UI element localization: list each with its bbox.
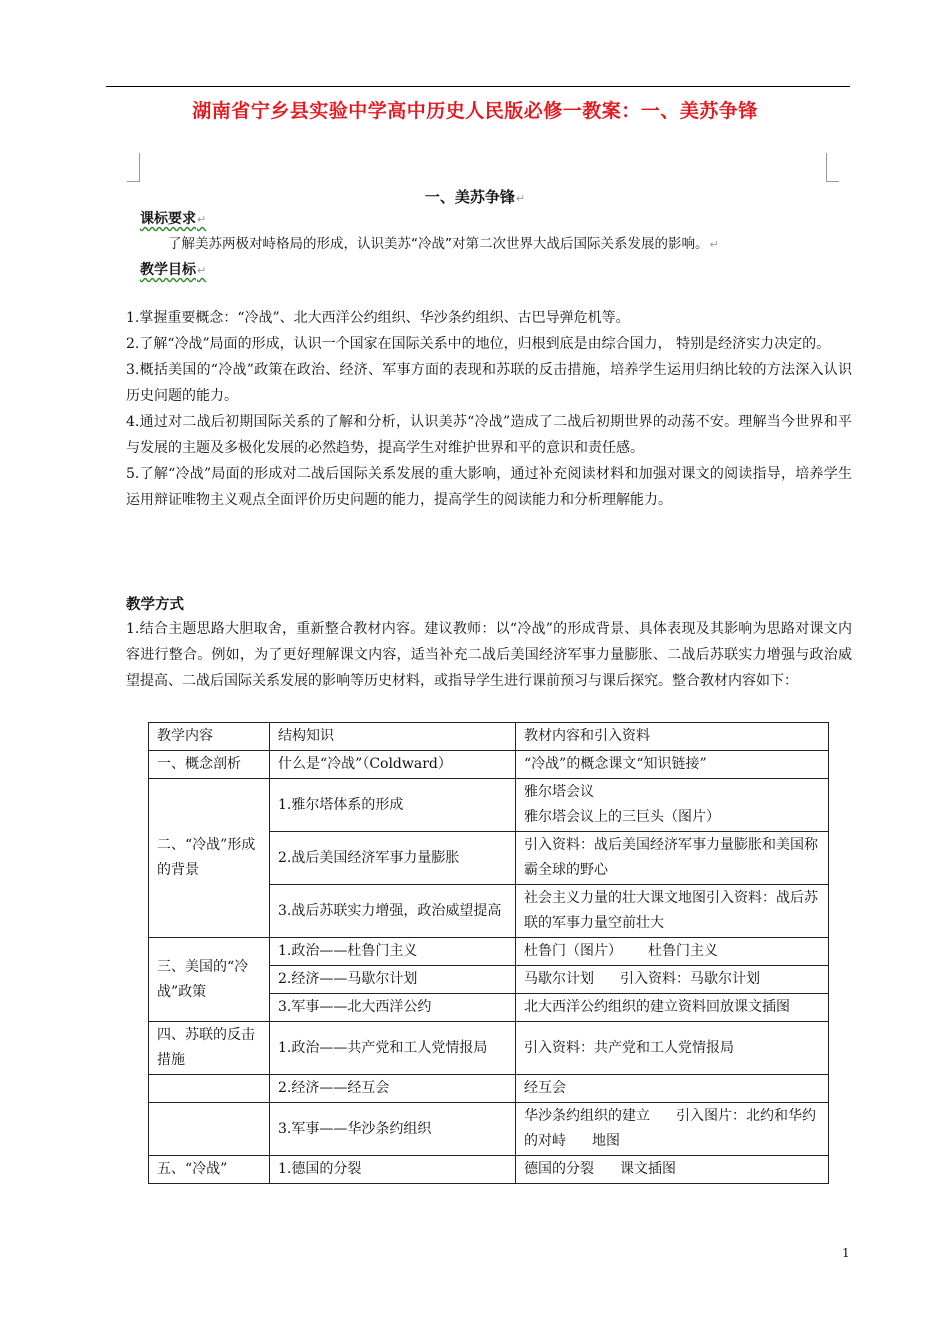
heading-fangshi: 教学方式 [126,596,184,613]
table-cell-materials: 社会主义力量的壮大课文地图引入资料：战后苏联的军事力量空前壮大 [516,885,829,938]
table-cell-knowledge: 2.战后美国经济军事力量膨胀 [270,832,516,885]
materials-part: 杜鲁门（图片） [524,943,622,959]
page-number: 1 [842,1246,850,1260]
table-cell-knowledge: 3.军事——北大西洋公约 [270,994,516,1022]
materials-line: 雅尔塔会议 [524,784,594,800]
table-header-cell: 教材内容和引入资料 [516,723,829,751]
table-row [149,779,829,832]
heading-kebiao [140,208,206,228]
table-cell-materials [516,779,829,832]
paragraph-mark-icon: ↵ [709,238,719,251]
materials-part: 引入资料：马歇尔计划 [620,971,760,987]
table-cell-section: 三、美国的“冷战”政策 [149,938,270,1022]
table-cell-materials [516,938,829,966]
table-cell-section: 一、概念剖析 [149,751,270,779]
table-row [149,938,829,966]
section-title [0,186,950,207]
table-cell-knowledge: 1.政治——杜鲁门主义 [270,938,516,966]
table-cell-section [149,1103,270,1156]
table-cell-materials [516,966,829,994]
table-row [149,1022,829,1075]
table-header-row [149,723,829,751]
materials-part: 地图 [592,1133,620,1149]
table-cell-knowledge: 3.军事——华沙条约组织 [270,1103,516,1156]
materials-part: 杜鲁门主义 [648,943,718,959]
heading-mubiao [140,259,206,279]
table-cell-knowledge: 1.政治——共产党和工人党情报局 [270,1022,516,1075]
goal-item: 3.概括美国的“冷战”政策在政治、经济、军事方面的表现和苏联的反击措施，培养学生运用归纳比较的方法深入认识历史问题的能力。 [126,362,852,404]
table-cell-knowledge: 1.雅尔塔体系的形成 [270,779,516,832]
table-cell-knowledge: 3.战后苏联实力增强，政治威望提高 [270,885,516,938]
table-cell-knowledge: 2.经济——马歇尔计划 [270,966,516,994]
goals-list [126,305,852,513]
table-header-cell: 结构知识 [270,723,516,751]
header-rule [106,86,850,87]
table-cell-section [149,1075,270,1103]
table-cell-section: 四、苏联的反击措施 [149,1022,270,1075]
document-title: 湖南省宁乡县实验中学高中历史人民版必修一教案：一、美苏争锋 [192,100,758,122]
table-cell-section: 五、“冷战” [149,1156,270,1184]
table-cell-section: 二、“冷战”形成的背景 [149,779,270,938]
section-title-text: 一、美苏争锋 [424,188,515,206]
materials-part: 马歇尔计划 [524,971,594,987]
materials-line: 雅尔塔会议上的三巨头（图片） [524,809,720,825]
materials-part: 德国的分裂 [524,1161,594,1177]
margin-corner-right [826,153,839,182]
table-cell-knowledge: 什么是“冷战”（Coldward） [270,751,516,779]
table-cell-materials [516,1103,829,1156]
table-header-cell: 教学内容 [149,723,270,751]
table-row [149,1103,829,1156]
paragraph-mark-icon: ↵ [197,264,207,277]
kebiao-paragraph [168,232,719,252]
table-cell-materials: 引入资料：战后美国经济军事力量膨胀和美国称霸全球的野心 [516,832,829,885]
paragraph-mark-icon: ↵ [515,192,526,205]
table-cell-materials: 引入资料：共产党和工人党情报局 [516,1022,829,1075]
table-cell-knowledge: 2.经济——经互会 [270,1075,516,1103]
fangshi-paragraph [126,616,852,694]
content-table [148,722,829,1184]
materials-part: 课文插图 [620,1161,676,1177]
heading-mubiao-text: 教学目标 [140,262,196,278]
kebiao-text: 了解美苏两极对峙格局的形成，认识美苏“冷战”对第二次世界大战后国际关系发展的影响。 [168,236,709,252]
paragraph-mark-icon: ↵ [197,213,207,226]
table-cell-knowledge: 1.德国的分裂 [270,1156,516,1184]
goal-item: 1.掌握重要概念：“冷战”、北大西洋公约组织、华沙条约组织、古巴导弹危机等。 [126,310,630,326]
materials-part: 引入图片：北约和华约的对峙 [524,1108,816,1149]
table-row [149,1156,829,1184]
materials-part: 华沙条约组织的建立 [524,1108,650,1124]
fangshi-text: 1.结合主题思路大胆取舍，重新整合教材内容。建议教师：以“冷战”的形成背景、具体表现及其影响为思路对课文内容进行整合。例如，为了更好理解课文内容，适当补充二战后美国经济军事力量膨胀、二战后苏联实力增强与政治威望提高、二战后国际关系发展的影响等历史材料，或指导学生进行课前预习与课后探究。整合教材内容如下： [126,621,852,689]
margin-corner-left [127,153,140,182]
table-row [149,751,829,779]
table-row [149,1075,829,1103]
goal-item: 2.了解“冷战”局面的形成，认识一个国家在国际关系中的地位，归根到底是由综合国力， 特别是经济实力决定的。 [126,336,831,352]
table-cell-materials: 经互会 [516,1075,829,1103]
goal-item: 4.通过对二战后初期国际关系的了解和分析，认识美苏“冷战”造成了二战后初期世界的动荡不安。理解当今世界和平与发展的主题及多极化发展的必然趋势，提高学生对维护世界和平的意识和责任感。 [126,414,852,456]
heading-kebiao-text: 课标要求 [140,211,196,227]
table-cell-materials: 北大西洋公约组织的建立资料回放课文插图 [516,994,829,1022]
goal-item: 5.了解“冷战”局面的形成对二战后国际关系发展的重大影响，通过补充阅读材料和加强对课文的阅读指导，培养学生运用辩证唯物主义观点全面评价历史问题的能力，提高学生的阅读能力和分析理解能力。 [126,466,852,508]
table-cell-materials [516,1156,829,1184]
table-cell-materials: “冷战”的概念课文“知识链接” [516,751,829,779]
